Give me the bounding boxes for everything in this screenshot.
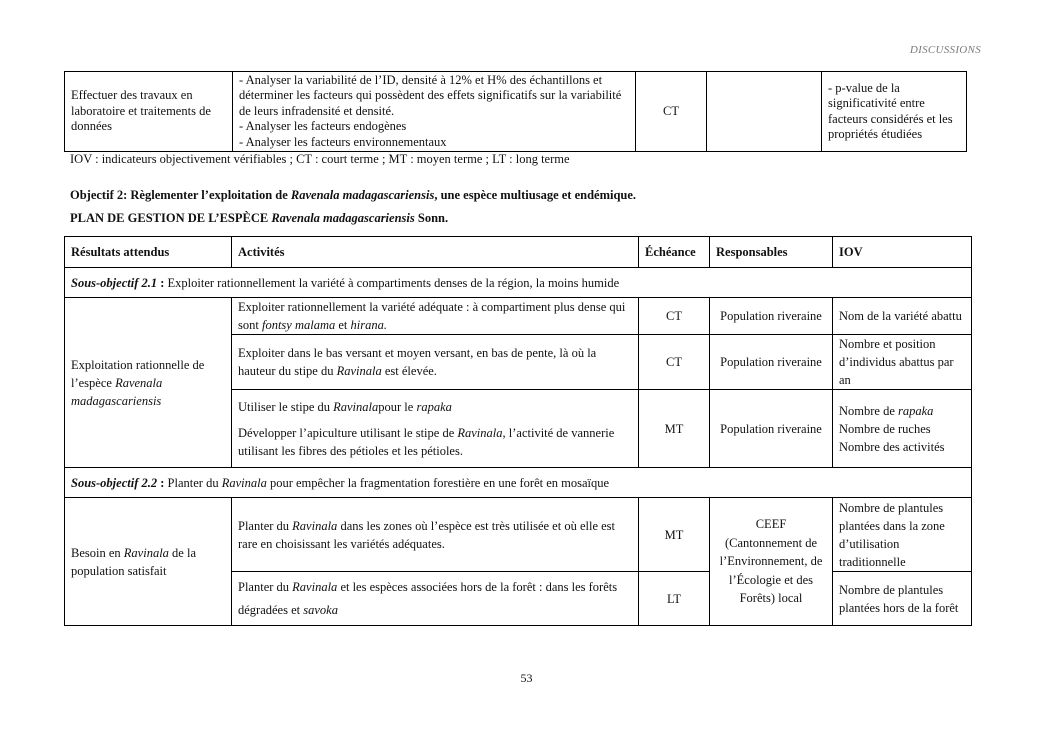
result-cell: Exploitation rationnelle de l’espèce Ravenala madagascariensis (65, 298, 232, 468)
iov-cell: Nombre de plantules plantées hors de la forêt (833, 572, 972, 626)
table1-responsables (707, 72, 822, 152)
table1-activities (233, 72, 636, 152)
table-row (65, 498, 972, 572)
header-activites: Activités (232, 237, 639, 268)
objective-heading: Objectif 2: Règlementer l’exploitation de Ravenala madagascariensis, une espèce multiusage et endémique. (70, 188, 637, 202)
abbreviation-note: IOV : indicateurs objectivement vérifiables ; CT : court terme ; MT : moyen terme ; LT : long terme (70, 152, 570, 166)
echeance-cell: LT (639, 572, 710, 626)
table1-activity-3: - Analyser les facteurs environnementaux (239, 134, 447, 149)
header-echeance: Échéance (639, 237, 710, 268)
responsables-cell: CEEF (Cantonnement de l’Environnement, de l’Écologie et des Forêts) local (710, 498, 833, 626)
header-resultats: Résultats attendus (65, 237, 232, 268)
responsables-cell: Population riveraine (710, 390, 833, 468)
responsables-cell: Population riveraine (710, 298, 833, 335)
activity-cell: Utiliser le stipe du Ravinalapour le rapaka Développer l’apiculture utilisant le stipe de Ravinala, l’activité de vannerie utilisant les fibres des pétioles et les pétioles. (232, 390, 639, 468)
header-responsables: Responsables (710, 237, 833, 268)
header-iov: IOV (833, 237, 972, 268)
activities-table-continued (64, 71, 967, 152)
activity-cell: Exploiter rationnellement la variété adéquate : à compartiment plus dense qui sont fontsy malama et hirana. (232, 298, 639, 335)
page-number: 53 (520, 671, 533, 685)
plan-heading: PLAN DE GESTION DE L’ESPÈCE Ravenala madagascariensis Sonn. (70, 211, 449, 225)
iov-cell: Nombre et position d’individus abattus par an (833, 335, 972, 390)
table1-activity-1: - Analyser la variabilité de l’ID, densité à 12% et H% des échantillons et déterminer les facteurs qui possèdent des effets significatifs sur la variabilité de leurs infradensité et densité. (239, 72, 622, 118)
running-header: DISCUSSIONS (909, 44, 981, 56)
sub-objective-row: Sous-objectif 2.1 : Exploiter rationnellement la variété à compartiments denses de la région, la moins humide (65, 268, 972, 298)
echeance-cell: CT (639, 298, 710, 335)
activity-cell: Planter du Ravinala et les espèces associées hors de la forêt : dans les forêts dégradées et savoka (232, 572, 639, 626)
responsables-cell: Population riveraine (710, 335, 833, 390)
activity-cell: Planter du Ravinala dans les zones où l’espèce est très utilisée et où elle est rare en choisissant les variétés adéquates. (232, 498, 639, 572)
activity-cell: Exploiter dans le bas versant et moyen versant, en bas de pente, là où la hauteur du stipe du Ravinala est élevée. (232, 335, 639, 390)
table1-echeance: CT (636, 72, 707, 152)
table1-iov: - p-value de la significativité entre facteurs considérés et les propriétés étudiées (822, 72, 967, 152)
table-header-row (65, 237, 972, 268)
echeance-cell: MT (639, 390, 710, 468)
echeance-cell: CT (639, 335, 710, 390)
iov-cell: Nom de la variété abattu (833, 298, 972, 335)
echeance-cell: MT (639, 498, 710, 572)
table-row (65, 298, 972, 335)
sub-objective-row: Sous-objectif 2.2 : Planter du Ravinala pour empêcher la fragmentation forestière en une forêt en mosaïque (65, 468, 972, 498)
table1-result: Effectuer des travaux en laboratoire et traitements de données (65, 72, 233, 152)
iov-cell: Nombre de plantules plantées dans la zone d’utilisation traditionnelle (833, 498, 972, 572)
management-plan-table (64, 236, 972, 626)
result-cell: Besoin en Ravinala de la population satisfait (65, 498, 232, 626)
iov-cell: Nombre de rapaka Nombre de ruches Nombre des activités (833, 390, 972, 468)
table1-activity-2: - Analyser les facteurs endogènes (239, 119, 407, 134)
